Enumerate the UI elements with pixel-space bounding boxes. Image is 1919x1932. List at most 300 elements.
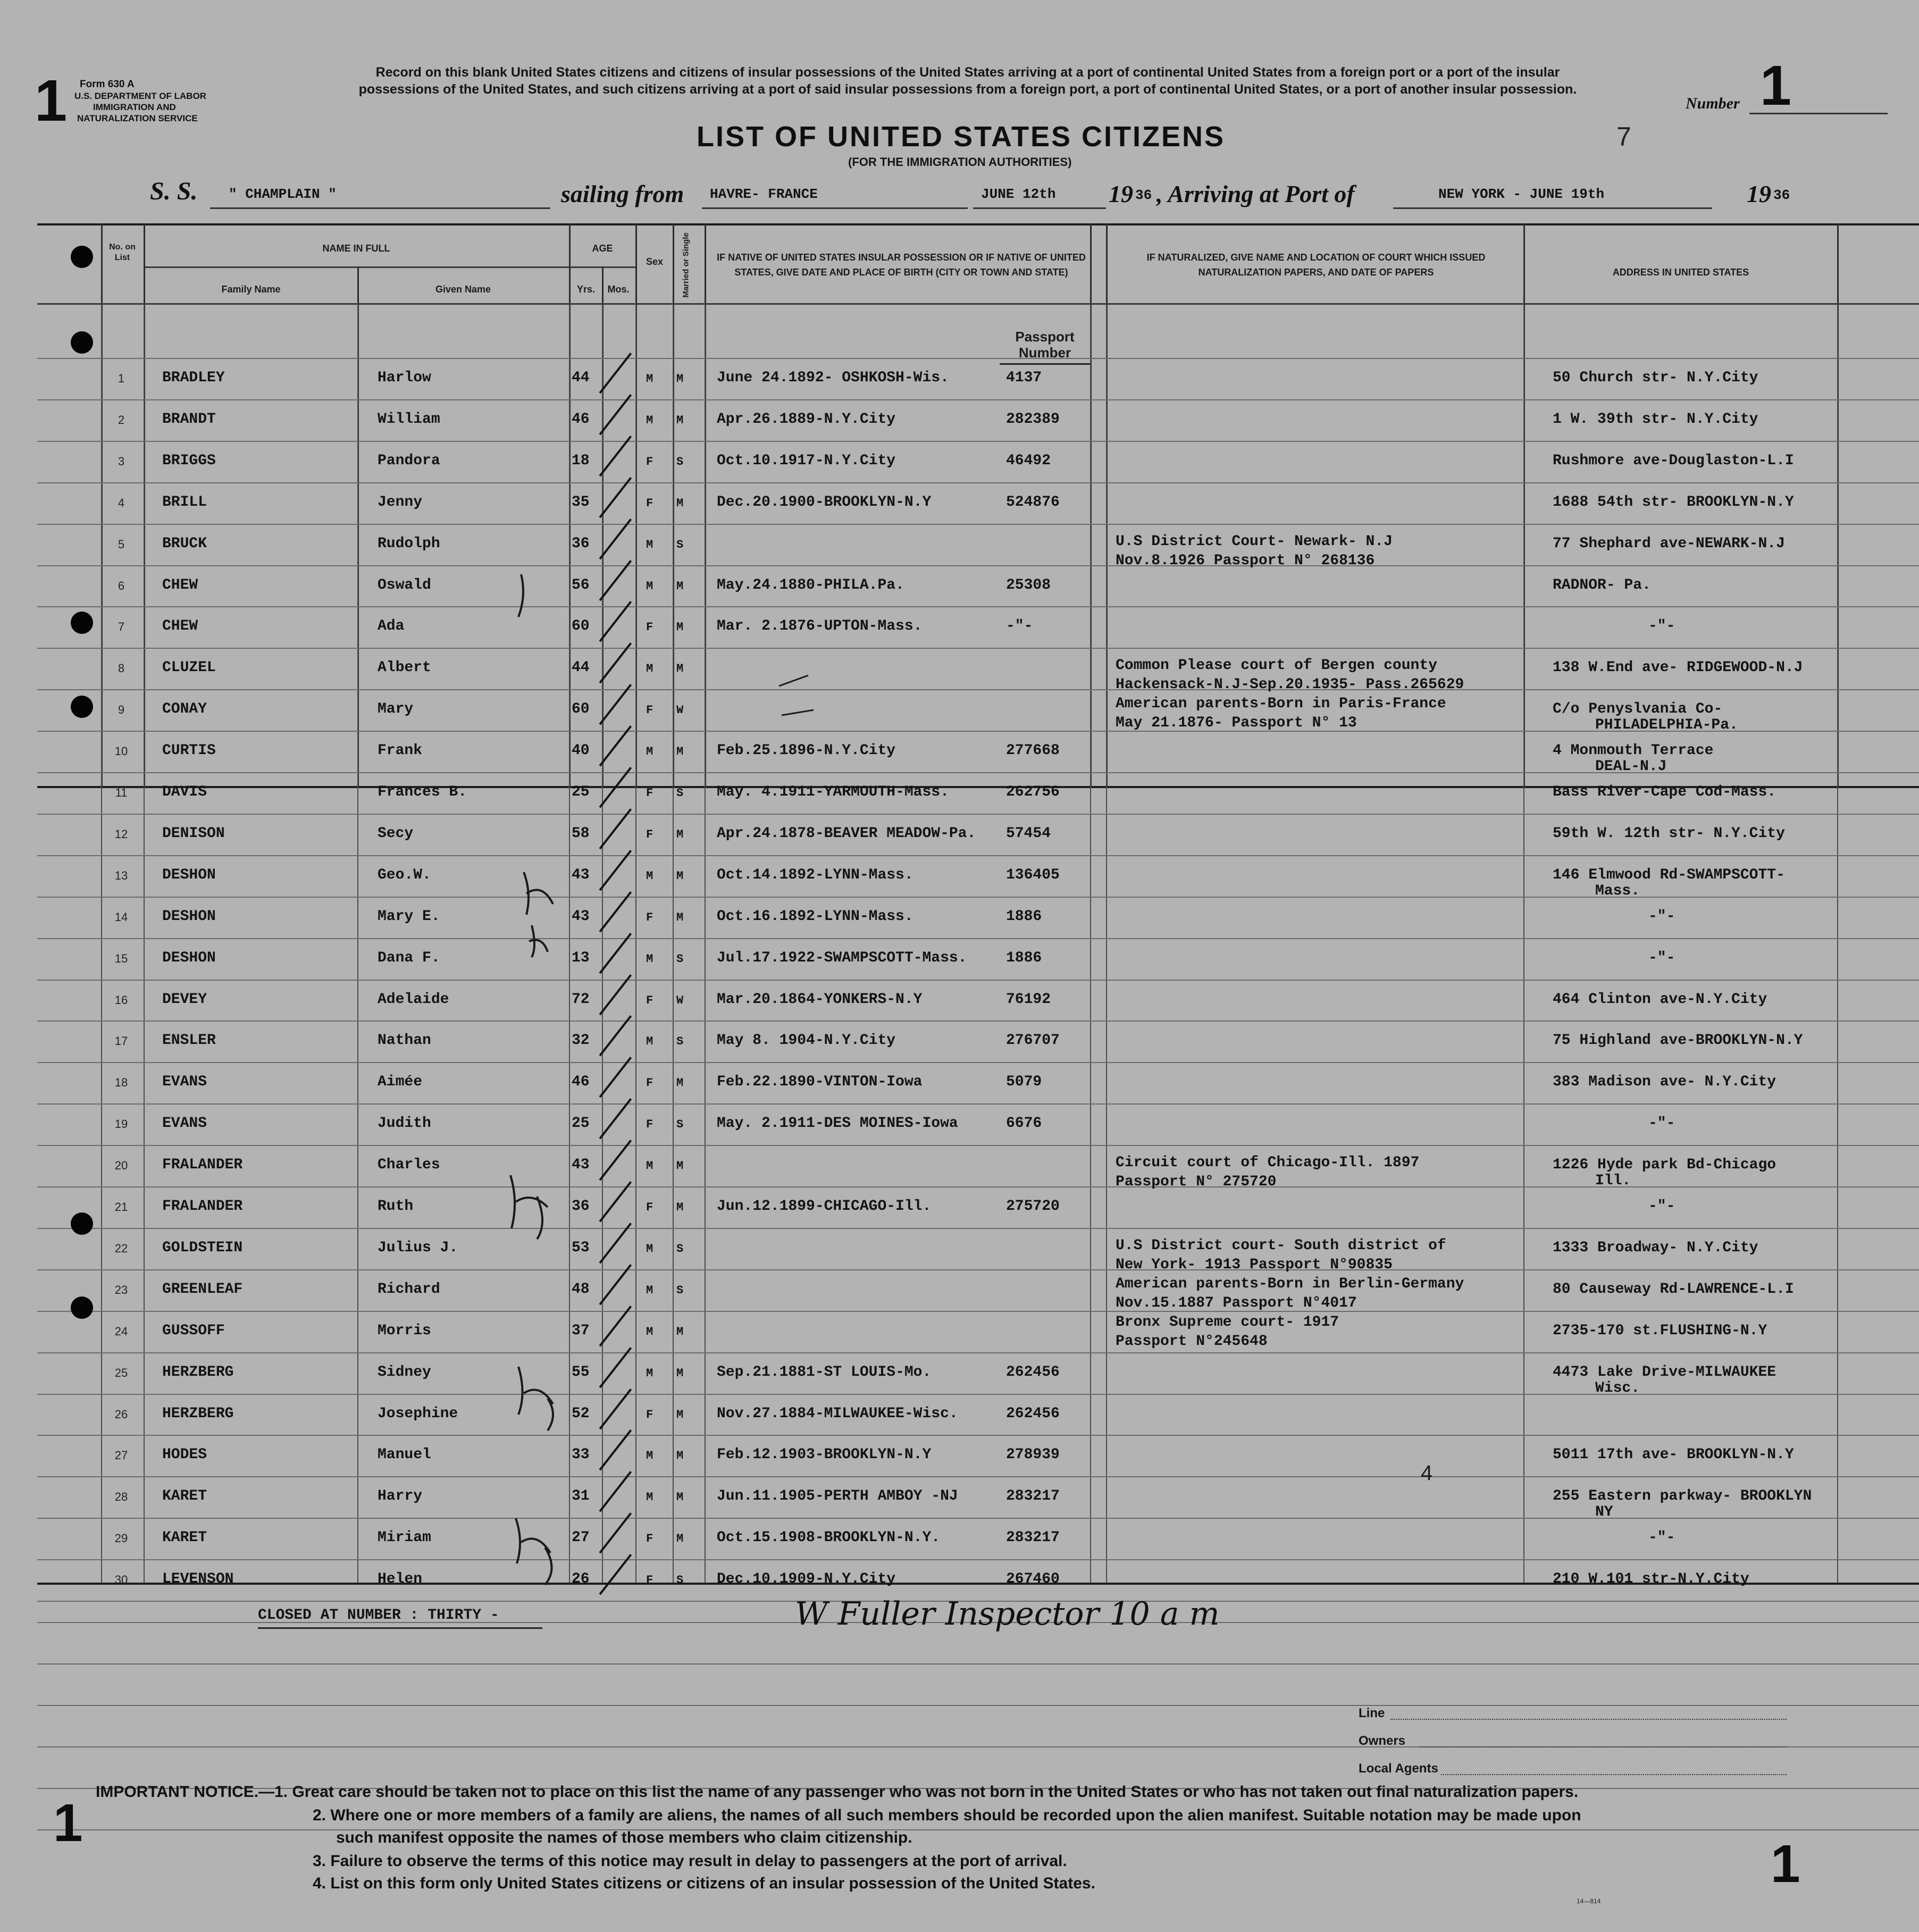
owners-field	[1420, 1746, 1787, 1747]
row-number: 29	[114, 1532, 128, 1545]
address-line: NY	[1595, 1504, 1613, 1521]
address-line: -"-	[1648, 1198, 1675, 1215]
header-no-on-list: No. on List	[109, 242, 136, 262]
address-line: 1688 54th str- BROOKLYN-N.Y	[1553, 494, 1794, 511]
row-number: 14	[114, 910, 128, 924]
department-line-2: IMMIGRATION AND	[93, 102, 176, 112]
birth-date-place: Oct.15.1908-BROOKLYN-N.Y.	[717, 1529, 941, 1546]
family-name: BRANDT	[162, 411, 216, 428]
marital-status: M	[676, 1201, 684, 1214]
age-years: 31	[572, 1488, 590, 1505]
birth-date-place: Apr.26.1889-N.Y.City	[717, 411, 896, 428]
address-line: 5011 17th ave- BROOKLYN-N.Y	[1553, 1446, 1794, 1463]
address-line: Mass.	[1595, 882, 1640, 899]
family-name: DESHON	[162, 949, 216, 966]
age-years: 13	[572, 949, 590, 966]
naturalization-line: Common Please court of Bergen county	[1116, 657, 1437, 674]
naturalization-line: New York- 1913 Passport N°90835	[1116, 1256, 1393, 1273]
passport-number: 524876	[1006, 494, 1060, 511]
family-name: LEVENSON	[162, 1571, 234, 1588]
passport-number: 283217	[1006, 1488, 1060, 1505]
passport-number-header-line-2: Number	[1018, 345, 1071, 361]
given-name: Miriam	[378, 1529, 431, 1546]
family-name: BRILL	[162, 494, 207, 511]
marital-status: S	[676, 1035, 684, 1049]
row-number: 21	[114, 1200, 128, 1214]
given-name: Ada	[378, 618, 405, 635]
family-name: DAVIS	[162, 784, 207, 800]
address-line: DEAL-N.J	[1595, 758, 1667, 775]
address-line: 1226 Hyde park Bd-Chicago	[1553, 1157, 1776, 1174]
address-line: 383 Madison ave- N.Y.City	[1553, 1074, 1776, 1091]
address-line: 210 W.101 str-N.Y.City	[1553, 1571, 1749, 1588]
address-line: Ill.	[1595, 1173, 1631, 1190]
marital-status: M	[676, 910, 684, 924]
row-number: 28	[114, 1490, 128, 1504]
family-name: HODES	[162, 1446, 207, 1463]
arrival-year: 36	[1773, 187, 1790, 203]
age-years: 27	[572, 1529, 590, 1546]
given-name: Geo.W.	[378, 866, 431, 883]
sex: F	[646, 496, 653, 510]
year-prefix-2: 19	[1747, 180, 1771, 207]
address-line: -"-	[1648, 908, 1675, 925]
row-number: 9	[118, 703, 125, 717]
birth-date-place: Jul.17.1922-SWAMPSCOTT-Mass.	[717, 949, 967, 966]
passport-number: 4137	[1006, 370, 1042, 386]
passport-number: 5079	[1006, 1074, 1042, 1091]
address-line: 50 Church str- N.Y.City	[1553, 370, 1758, 386]
margin-mark: 7	[1616, 122, 1631, 152]
marital-status: M	[676, 1366, 684, 1380]
handwritten-initials-fralander	[510, 1175, 548, 1239]
given-name: Julius J.	[378, 1239, 458, 1256]
row-number: 7	[118, 620, 125, 634]
row-number: 10	[114, 745, 128, 758]
important-notice-3: 3. Failure to observe the terms of this notice may result in delay to passengers at the port of arrival.	[313, 1852, 1067, 1870]
address-line: 255 Eastern parkway- BROOKLYN	[1553, 1488, 1812, 1505]
row-number: 11	[115, 786, 128, 799]
department-line-3: NATURALIZATION SERVICE	[77, 113, 198, 123]
family-name: BRIGGS	[162, 452, 216, 469]
important-notice-2a: 2. Where one or more members of a family are aliens, the names of all such members should be recorded upon the alien manifest. Suitable notation may be made upon	[313, 1806, 1581, 1824]
address-line: 1 W. 39th str- N.Y.City	[1553, 411, 1758, 428]
row-number: 20	[114, 1159, 128, 1173]
sex: F	[646, 1574, 653, 1587]
sex: M	[646, 538, 653, 551]
address-line: 75 Highland ave-BROOKLYN-N.Y	[1553, 1032, 1803, 1049]
important-notice-2b: such manifest opposite the names of those members who claim citizenship.	[336, 1829, 912, 1846]
passport-number: 57454	[1006, 825, 1051, 842]
marital-status: M	[676, 496, 684, 510]
local-agents-field	[1441, 1774, 1787, 1775]
birth-date-place: Jun.12.1899-CHICAGO-Ill.	[717, 1198, 932, 1215]
birth-date-place: Mar.20.1864-YONKERS-N.Y	[717, 991, 923, 1008]
family-name: GOLDSTEIN	[162, 1239, 243, 1256]
given-name: Mary E.	[378, 908, 440, 925]
given-name: Harlow	[378, 370, 431, 386]
family-name: FRALANDER	[162, 1157, 243, 1174]
passport-number: 275720	[1006, 1198, 1060, 1215]
age-years: 44	[572, 659, 590, 676]
age-years: 56	[572, 576, 590, 593]
year-prefix-1: 19	[1109, 180, 1133, 207]
passport-number: 277668	[1006, 742, 1060, 759]
marital-status: M	[676, 1449, 684, 1463]
given-name: Richard	[378, 1281, 440, 1298]
given-name: Ruth	[378, 1198, 414, 1215]
family-name: ENSLER	[162, 1032, 216, 1049]
row-number: 5	[118, 537, 125, 551]
age-years: 53	[572, 1239, 590, 1256]
row-number: 22	[114, 1241, 128, 1255]
handwritten-initials-deshon	[524, 872, 553, 957]
given-name: Dana F.	[378, 949, 440, 966]
row-number: 19	[114, 1117, 128, 1131]
family-name: CLUZEL	[162, 659, 216, 676]
given-name: Helen	[378, 1571, 423, 1588]
address-line: Wisc.	[1595, 1379, 1640, 1396]
address-line: C/o Penyslvania Co-	[1553, 701, 1723, 718]
family-name: BRUCK	[162, 535, 207, 552]
passport-number: 136405	[1006, 866, 1060, 883]
family-name: KARET	[162, 1529, 207, 1546]
marital-status: S	[676, 952, 684, 966]
birth-date-place: Sep.21.1881-ST LOUIS-Mo.	[717, 1364, 932, 1381]
address-line: 2735-170 st.FLUSHING-N.Y	[1553, 1322, 1767, 1339]
address-line: 1333 Broadway- N.Y.City	[1553, 1239, 1758, 1256]
number-label: Number	[1686, 95, 1740, 112]
age-years: 52	[572, 1405, 590, 1422]
given-name: Manuel	[378, 1446, 431, 1463]
passport-number: 282389	[1006, 411, 1060, 428]
sex: F	[646, 993, 653, 1007]
marital-status: M	[676, 1532, 684, 1546]
family-name: CHEW	[162, 618, 198, 635]
sex: M	[646, 1491, 653, 1504]
stray-margin-mark: 4	[1421, 1461, 1433, 1485]
sex: M	[646, 745, 653, 759]
family-name: CHEW	[162, 576, 198, 593]
marital-status: M	[676, 1159, 684, 1173]
address-line: Rushmore ave-Douglaston-L.I	[1553, 452, 1794, 469]
passport-number: 283217	[1006, 1529, 1060, 1546]
passport-number: 6676	[1006, 1115, 1042, 1132]
marital-status: S	[676, 1574, 684, 1587]
given-name: Sidney	[378, 1364, 431, 1381]
naturalization-line: Nov.15.1887 Passport N°4017	[1116, 1294, 1357, 1311]
naturalization-line: Bronx Supreme court- 1917	[1116, 1314, 1339, 1331]
passport-number: 278939	[1006, 1446, 1060, 1463]
sex: M	[646, 869, 653, 883]
marital-status: M	[676, 579, 684, 593]
header-family-name: Family Name	[221, 284, 281, 295]
passport-number: 262456	[1006, 1364, 1060, 1381]
marital-status: S	[676, 787, 684, 800]
address-line: 464 Clinton ave-N.Y.City	[1553, 991, 1767, 1008]
marital-status: M	[676, 1408, 684, 1421]
given-name: William	[378, 411, 440, 428]
sex: M	[646, 662, 653, 676]
handwritten-tick-mark	[518, 574, 523, 617]
address-line: 4473 Lake Drive-MILWAUKEE	[1553, 1364, 1776, 1381]
given-name: Frances B.	[378, 784, 467, 800]
age-years: 72	[572, 991, 590, 1008]
address-line: Bass River-Cape Cod-Mass.	[1553, 784, 1776, 800]
naturalization-line: Passport N° 275720	[1116, 1174, 1277, 1191]
family-name: GREENLEAF	[162, 1281, 243, 1298]
marital-status: S	[676, 1118, 684, 1132]
header-name-in-full: NAME IN FULL	[322, 243, 390, 254]
marital-status: M	[676, 1491, 684, 1504]
birth-date-place: May.24.1880-PHILA.Pa.	[717, 576, 904, 593]
age-years: 33	[572, 1446, 590, 1463]
passport-number: 1886	[1006, 908, 1042, 925]
department-line-1: U.S. DEPARTMENT OF LABOR	[74, 91, 207, 101]
sex: F	[646, 1532, 653, 1546]
handwritten-initials-herzberg	[518, 1367, 553, 1431]
family-name: DENISON	[162, 825, 225, 842]
sex: M	[646, 1366, 653, 1380]
birth-date-place: Dec.10.1909-N.Y.City	[717, 1571, 896, 1588]
page-subtitle: (FOR THE IMMIGRATION AUTHORITIES)	[848, 155, 1072, 169]
list-number-value: 1	[1760, 54, 1791, 117]
marital-status: M	[676, 745, 684, 759]
birth-date-place: June 24.1892- OSHKOSH-Wis.	[717, 370, 949, 386]
header-months: Mos.	[607, 284, 630, 295]
closed-underline	[258, 1627, 542, 1629]
age-years: 43	[572, 1157, 590, 1174]
sex: F	[646, 1076, 653, 1090]
passport-number: -"-	[1006, 618, 1033, 635]
sex: M	[646, 1159, 653, 1173]
address-line: 77 Shephard ave-NEWARK-N.J	[1553, 535, 1785, 552]
naturalization-line: U.S District court- South district of	[1116, 1237, 1446, 1254]
given-name: Adelaide	[378, 991, 449, 1008]
address-line: RADNOR- Pa.	[1553, 576, 1651, 593]
passport-number-header-line-1: Passport	[1015, 329, 1075, 345]
passport-number: 46492	[1006, 452, 1051, 469]
arriving-label: , Arriving at Port of	[1157, 180, 1355, 207]
birth-date-place: Feb.12.1903-BROOKLYN-N.Y	[717, 1446, 932, 1463]
sailing-from-label: sailing from	[561, 180, 684, 207]
marital-status: W	[676, 704, 684, 717]
age-years: 40	[572, 742, 590, 759]
closed-at-number: CLOSED AT NUMBER : THIRTY -	[258, 1607, 499, 1624]
marital-status: S	[676, 1242, 684, 1256]
row-number: 26	[114, 1407, 128, 1421]
sex: M	[646, 579, 653, 593]
age-years: 46	[572, 1074, 590, 1091]
given-name: Albert	[378, 659, 431, 676]
age-years: 25	[572, 1115, 590, 1132]
birth-date-place: Feb.25.1896-N.Y.City	[717, 742, 896, 759]
row-number: 1	[118, 372, 125, 385]
given-name: Josephine	[378, 1405, 458, 1422]
header-birth: IF NATIVE OF UNITED STATES INSULAR POSSESSION OR IF NATIVE OF UNITED STATES, GIVE DATE AND PLACE OF BIRTH (CITY OR TOWN AND STATE)	[717, 252, 1086, 278]
row-number: 24	[114, 1324, 128, 1338]
naturalization-line: May 21.1876- Passport N° 13	[1116, 715, 1357, 732]
naturalization-line: American parents-Born in Berlin-Germany	[1116, 1275, 1464, 1292]
marital-status: M	[676, 827, 684, 841]
address-line: -"-	[1648, 1115, 1675, 1132]
age-years: 25	[572, 784, 590, 800]
address-line: -"-	[1648, 949, 1675, 966]
corner-number-mark: 1	[35, 68, 68, 133]
important-notice-4: 4. List on this form only United States citizens or citizens of an insular possession of the United States.	[313, 1875, 1095, 1892]
given-name: Secy	[378, 825, 414, 842]
family-name: EVANS	[162, 1074, 207, 1091]
passport-number: 276707	[1006, 1032, 1060, 1049]
address-line: 138 W.End ave- RIDGEWOOD-N.J	[1553, 659, 1803, 676]
sex: F	[646, 787, 653, 800]
header-age: AGE	[592, 243, 613, 254]
passport-number: 262756	[1006, 784, 1060, 800]
ink-stroke	[779, 675, 814, 715]
header-married-single: Married or Single	[681, 232, 691, 298]
sex: M	[646, 1449, 653, 1463]
sex: F	[646, 1201, 653, 1214]
address-line: 80 Causeway Rd-LAWRENCE-L.I	[1553, 1281, 1794, 1298]
line-field	[1390, 1719, 1787, 1720]
given-name: Jenny	[378, 494, 423, 511]
family-name: DESHON	[162, 908, 216, 925]
age-years: 36	[572, 535, 590, 552]
sex: F	[646, 910, 653, 924]
sex: M	[646, 1283, 653, 1297]
birth-date-place: Dec.20.1900-BROOKLYN-N.Y	[717, 494, 932, 511]
header-address: ADDRESS IN UNITED STATES	[1612, 267, 1749, 278]
header-years: Yrs.	[576, 284, 596, 295]
passport-number: 76192	[1006, 991, 1051, 1008]
naturalization-line: Nov.8.1926 Passport N° 268136	[1116, 552, 1375, 569]
given-name: Mary	[378, 701, 414, 718]
age-years: 55	[572, 1364, 590, 1381]
sex: M	[646, 372, 653, 386]
age-years: 32	[572, 1032, 590, 1049]
sex: M	[646, 413, 653, 427]
row-number: 4	[118, 496, 125, 509]
marital-status: M	[676, 621, 684, 634]
row-number: 2	[118, 413, 125, 426]
departure-year: 36	[1135, 187, 1152, 203]
age-years: 60	[572, 618, 590, 635]
sex: F	[646, 827, 653, 841]
family-name: HERZBERG	[162, 1364, 234, 1381]
birth-date-place: Oct.16.1892-LYNN-Mass.	[717, 908, 914, 925]
family-name: DESHON	[162, 866, 216, 883]
row-number: 16	[114, 993, 128, 1007]
row-number: 13	[114, 868, 128, 882]
row-number: 30	[114, 1573, 128, 1587]
family-name: FRALANDER	[162, 1198, 243, 1215]
row-number: 27	[114, 1449, 128, 1462]
arrival-port-date: NEW YORK - JUNE 19th	[1438, 186, 1605, 202]
family-name: EVANS	[162, 1115, 207, 1132]
sex: M	[646, 1242, 653, 1256]
given-name: Oswald	[378, 576, 431, 593]
marital-status: S	[676, 1283, 684, 1297]
age-years: 35	[572, 494, 590, 511]
marital-status: S	[676, 455, 684, 469]
naturalization-line: Circuit court of Chicago-Ill. 1897	[1116, 1155, 1420, 1172]
row-number: 12	[114, 827, 128, 841]
marital-status: M	[676, 372, 684, 386]
birth-date-place: May. 4.1911-YARMOUTH-Mass.	[717, 784, 949, 800]
header-given-name: Given Name	[435, 284, 491, 295]
sex: F	[646, 455, 653, 469]
naturalization-line: Passport N°245648	[1116, 1333, 1268, 1350]
age-years: 18	[572, 452, 590, 469]
footer-mark-left: 1	[53, 1793, 83, 1853]
important-notice-1	[96, 1780, 1578, 1804]
given-name: Rudolph	[378, 535, 440, 552]
sex: F	[646, 621, 653, 634]
marital-status: W	[676, 993, 684, 1007]
age-years: 58	[572, 825, 590, 842]
given-name: Charles	[378, 1157, 440, 1174]
age-years: 36	[572, 1198, 590, 1215]
marital-status: M	[676, 413, 684, 427]
sex: M	[646, 1035, 653, 1049]
address-line: 59th W. 12th str- N.Y.City	[1553, 825, 1785, 842]
passport-number: 1886	[1006, 949, 1042, 966]
birth-date-place: Jun.11.1905-PERTH AMBOY -NJ	[717, 1488, 958, 1505]
sex: M	[646, 1325, 653, 1339]
family-name: DEVEY	[162, 991, 207, 1008]
birth-date-place: Nov.27.1884-MILWAUKEE-Wisc.	[717, 1405, 958, 1422]
handwritten-initials-karet	[516, 1518, 552, 1585]
row-number: 6	[118, 579, 125, 592]
family-name: CONAY	[162, 701, 207, 718]
birth-date-place: Oct.14.1892-LYNN-Mass.	[717, 866, 914, 883]
page-title: LIST OF UNITED STATES CITIZENS	[697, 121, 1225, 153]
given-name: Harry	[378, 1488, 423, 1505]
birth-date-place: Feb.22.1890-VINTON-Iowa	[717, 1074, 923, 1091]
family-name: GUSSOFF	[162, 1322, 225, 1339]
departure-date: JUNE 12th	[981, 186, 1056, 202]
row-number: 25	[114, 1366, 128, 1379]
row-number: 23	[114, 1283, 128, 1297]
sex: F	[646, 1118, 653, 1132]
naturalization-line: U.S District Court- Newark- N.J	[1116, 533, 1393, 550]
sex: F	[646, 704, 653, 717]
age-years: 48	[572, 1281, 590, 1298]
marital-status: M	[676, 1076, 684, 1090]
age-years: 26	[572, 1571, 590, 1588]
inspector-signature: W Fuller Inspector 10 a m	[795, 1595, 1220, 1633]
address-line: 4 Monmouth Terrace	[1553, 742, 1714, 759]
marital-status: M	[676, 869, 684, 883]
given-name: Nathan	[378, 1032, 431, 1049]
age-years: 60	[572, 701, 590, 718]
ss-label: S. S.	[150, 177, 198, 205]
owners-label: Owners	[1359, 1734, 1406, 1748]
marital-status: M	[676, 662, 684, 676]
header-sex: Sex	[646, 256, 664, 267]
family-name: CURTIS	[162, 742, 216, 759]
line-label: Line	[1359, 1706, 1385, 1720]
row-number: 8	[118, 662, 125, 675]
address-line: 146 Elmwood Rd-SWAMPSCOTT-	[1553, 866, 1785, 883]
important-notice-1-text: —1. Great care should be taken not to place on this list the name of any passenger who was not born in the United States or who has not taken out final naturalization papers.	[258, 1783, 1579, 1801]
departure-port: HAVRE- FRANCE	[710, 186, 818, 202]
given-name: Frank	[378, 742, 423, 759]
sex: M	[646, 952, 653, 966]
record-notice: Record on this blank United States citizens and citizens of insular possessions of the United States arriving at a port of continental United States from a foreign port or a port of the insular possessions of the United States, and such citizens arriving at a port of said insular possessions from a foreign port, a port of continental United States, or a port of another insular possession.	[358, 65, 1577, 97]
given-name: Aimée	[378, 1074, 423, 1091]
naturalization-line: Hackensack-N.J-Sep.20.1935- Pass.265629	[1116, 676, 1464, 693]
